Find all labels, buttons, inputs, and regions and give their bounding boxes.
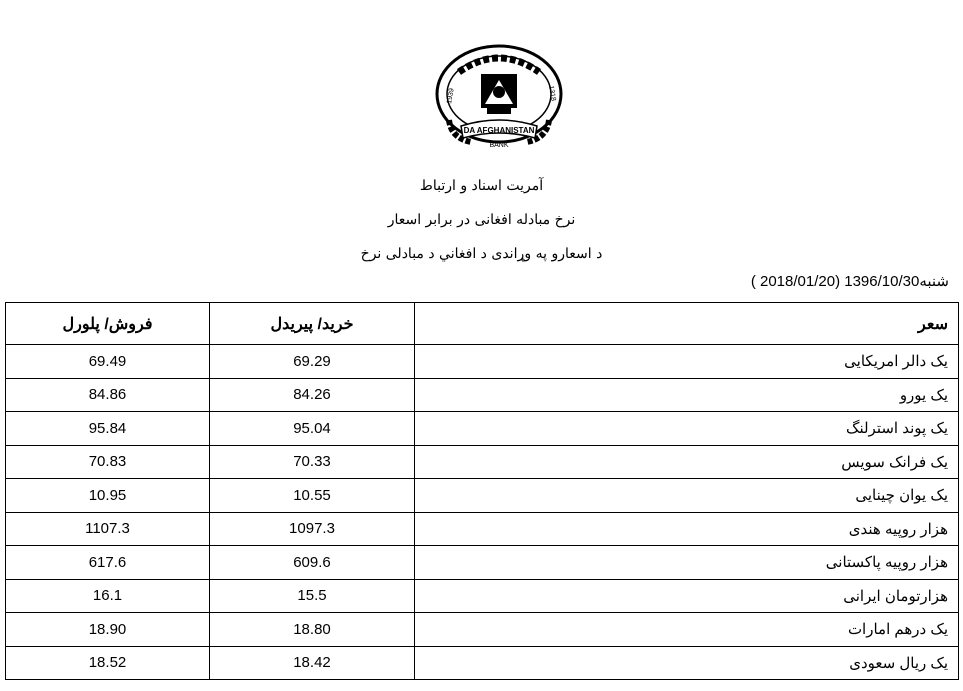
sell-rate: 10.95 (6, 479, 210, 513)
sell-rate: 84.86 (6, 378, 210, 412)
department-title: آمریت اسناد و ارتباط (419, 178, 544, 194)
svg-text:1939: 1939 (446, 87, 456, 105)
buy-rate: 15.5 (210, 579, 415, 613)
exchange-rate-table (5, 302, 959, 680)
sell-rate: 69.49 (6, 345, 210, 379)
sell-rate: 617.6 (6, 546, 210, 580)
currency-name: یک یوان چینایی (415, 479, 959, 513)
table-row (6, 646, 959, 680)
buy-rate: 95.04 (210, 412, 415, 446)
sell-rate: 18.52 (6, 646, 210, 680)
buy-rate: 10.55 (210, 479, 415, 513)
buy-rate: 609.6 (210, 546, 415, 580)
table-row (6, 378, 959, 412)
svg-text:1318: 1318 (547, 85, 557, 102)
table-row (6, 613, 959, 647)
header-sell: فروش/ پلورل (6, 303, 210, 345)
rate-date: شنبه1396/10/30 (2018/01/20 ) (750, 273, 949, 290)
currency-name: هزار روپیه پاکستانی (415, 546, 959, 580)
svg-text:DA AFGHANISTAN: DA AFGHANISTAN (463, 126, 535, 135)
sell-rate: 16.1 (6, 579, 210, 613)
exchange-rate-title-pashto: د اسعارو په وړاندی د افغاني د مبادلی نرخ (360, 246, 603, 262)
currency-name: یک دالر امریکایی (415, 345, 959, 379)
currency-name: یک پوند استرلنگ (415, 412, 959, 446)
currency-name: هزارتومان ایرانی (415, 579, 959, 613)
buy-rate: 18.80 (210, 613, 415, 647)
sell-rate: 70.83 (6, 445, 210, 479)
table-row (6, 546, 959, 580)
header-buy: خرید/ پیریدل (210, 303, 415, 345)
table-row (6, 445, 959, 479)
table-row (6, 579, 959, 613)
currency-name: یک درهم امارات (415, 613, 959, 647)
currency-name: یک یورو (415, 378, 959, 412)
sell-rate: 18.90 (6, 613, 210, 647)
currency-name: یک ریال سعودی (415, 646, 959, 680)
svg-text:BANK: BANK (489, 142, 509, 149)
buy-rate: 70.33 (210, 445, 415, 479)
exchange-rate-title-dari: نرخ مبادله افغانی در برابر اسعار (387, 212, 576, 228)
buy-rate: 69.29 (210, 345, 415, 379)
table-row (6, 512, 959, 546)
sell-rate: 1107.3 (6, 512, 210, 546)
bank-seal-icon (431, 42, 567, 154)
currency-name: هزار روپیه هندی (415, 512, 959, 546)
table-row (6, 345, 959, 379)
table-row (6, 479, 959, 513)
buy-rate: 1097.3 (210, 512, 415, 546)
buy-rate: 84.26 (210, 378, 415, 412)
currency-name: یک فرانک سویس (415, 445, 959, 479)
header-currency: سعر (415, 303, 959, 345)
bank-logo (431, 42, 567, 154)
table-header-row (6, 303, 959, 345)
buy-rate: 18.42 (210, 646, 415, 680)
table-row (6, 412, 959, 446)
sell-rate: 95.84 (6, 412, 210, 446)
